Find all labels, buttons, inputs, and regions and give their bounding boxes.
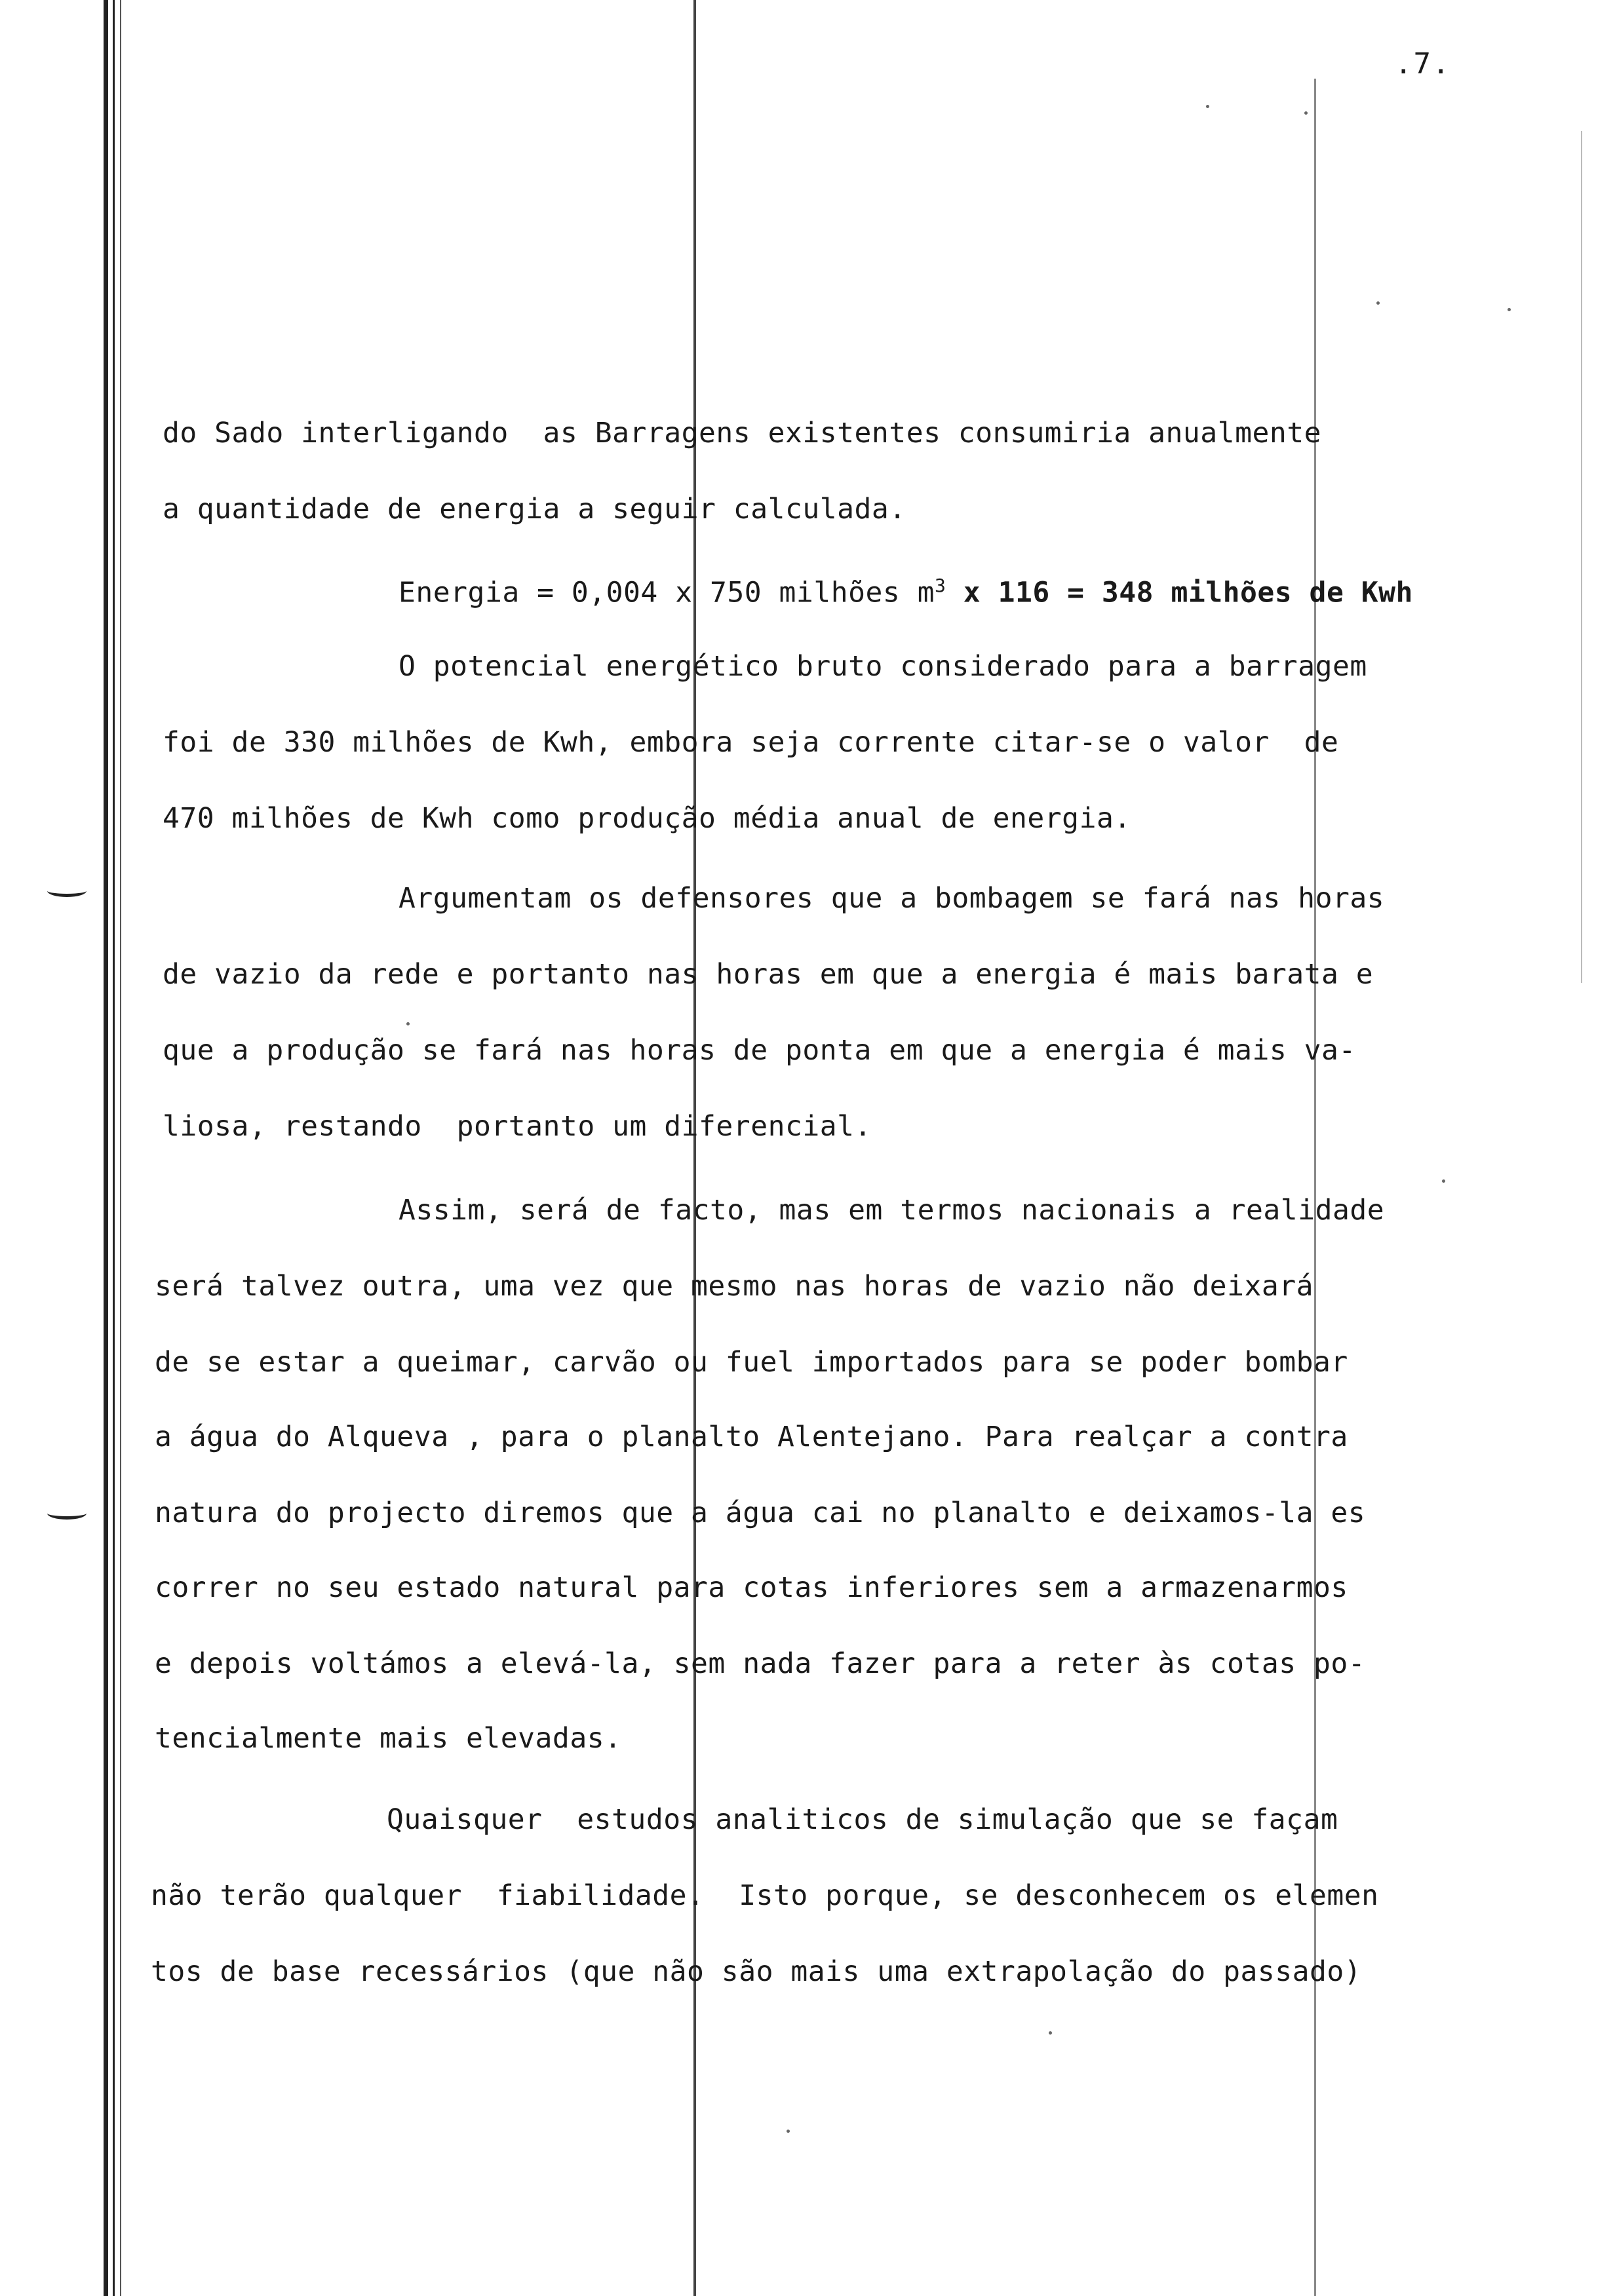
binding-margin-line [104,0,108,2296]
formula-exponent: 3 [935,575,946,596]
text-line: a água do Alqueva , para o planalto Alentejano. Para realçar a contra [155,1421,1348,1453]
text-line: tos de base recessários (que não são mais uma extrapolação do passado) [151,1955,1362,1988]
scan-speck [1304,111,1308,115]
scan-speck [787,2130,790,2133]
punch-mark [47,885,87,897]
text-line: e depois voltámos a elevá-la, sem nada fazer para a reter às cotas po- [155,1647,1366,1680]
text-line: do Sado interligando as Barragens existentes consumiria anualmente [163,417,1322,450]
scan-speck [406,1022,410,1025]
scan-speck [1206,105,1209,108]
text-line: a quantidade de energia a seguir calculada. [163,493,906,526]
bleed-through-line [1581,131,1582,983]
text-line: Argumentam os defensores que a bombagem se fará nas horas [399,882,1385,915]
binding-margin-line [113,0,115,2296]
formula-text-end: x 116 = 348 milhões de Kwh [946,576,1413,609]
text-line: 470 milhões de Kwh como produção média anual de energia. [163,802,1131,835]
text-line: não terão qualquer fiabilidade. Isto porque, se desconhecem os elemen [151,1879,1379,1912]
scan-speck [1442,1179,1445,1183]
text-line: correr no seu estado natural para cotas inferiores sem a armazenarmos [155,1571,1348,1604]
text-line: O potencial energético bruto considerado para a barragem [399,650,1367,683]
text-line: liosa, restando portanto um diferencial. [163,1110,872,1143]
scan-speck [1508,308,1511,311]
formula-line [399,577,1413,607]
text-line: de vazio da rede e portanto nas horas em que a energia é mais barata e [163,958,1374,991]
text-line: foi de 330 milhões de Kwh, embora seja corrente citar-se o valor de [163,726,1339,759]
text-line: tencialmente mais elevadas. [155,1722,622,1755]
scan-speck [1049,2031,1052,2035]
punch-mark [47,1507,87,1520]
text-line: Quaisquer estudos analiticos de simulação que se façam [387,1803,1338,1836]
scan-speck [1376,301,1380,305]
text-line: que a produção se fará nas horas de ponta em que a energia é mais va- [163,1034,1356,1067]
text-line: será talvez outra, uma vez que mesmo nas horas de vazio não deixará [155,1270,1314,1303]
text-line: de se estar a queimar, carvão ou fuel importados para se poder bombar [155,1346,1348,1379]
text-line: natura do projecto diremos que a água cai no planalto e deixamos-la es [155,1497,1366,1529]
page-number: .7. [1395,47,1451,81]
binding-margin-line [120,0,121,2296]
bleed-through-line [693,0,696,2296]
text-line: Assim, será de facto, mas em termos nacionais a realidade [399,1194,1385,1227]
formula-text: Energia = 0,004 x 750 milhões m [399,576,935,609]
